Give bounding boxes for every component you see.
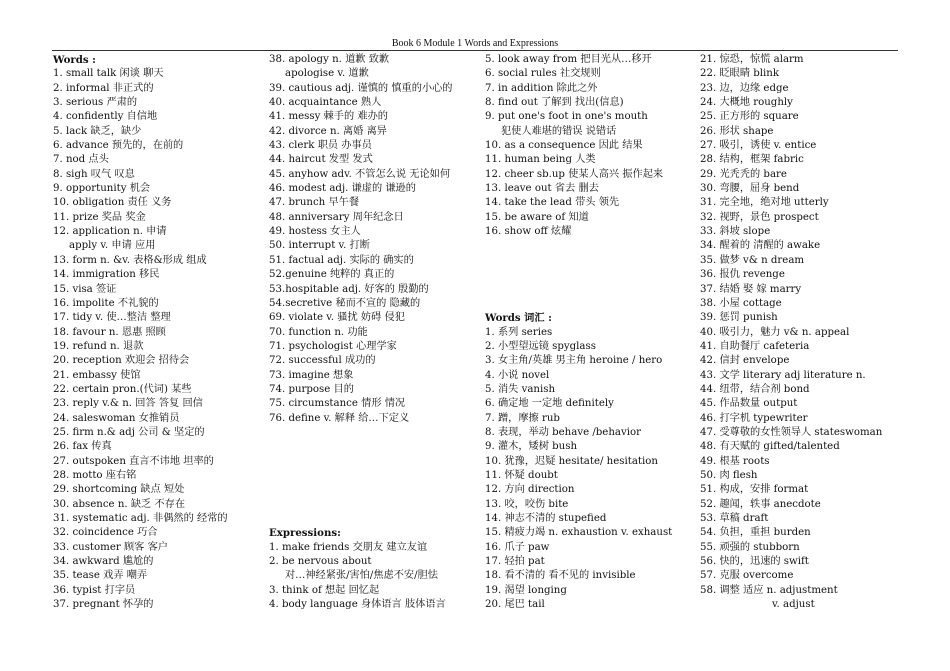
- vocab-line: 28. motto 座右铭: [53, 469, 137, 481]
- vocab-line: 48. anniversary 周年纪念日: [269, 211, 404, 223]
- vocab-line: 46. 打字机 typewriter: [700, 412, 808, 424]
- vocab-line: 70. function n. 功能: [269, 326, 368, 338]
- vocab-line: 75. circumstance 情形 情况: [269, 398, 406, 410]
- column-3: [485, 53, 672, 612]
- vocab-line: 26. 形状 shape: [700, 125, 774, 137]
- vocab-line: 23. 边，边缘 edge: [700, 82, 789, 94]
- vocab-line: 22. certain pron.(代词) 某些: [53, 383, 192, 395]
- vocab-line: 71. psychologist 心理学家: [269, 340, 397, 352]
- vocab-line: 5. 消失 vanish: [485, 383, 556, 395]
- vocab-line: 49. hostess 女主人: [269, 226, 361, 238]
- expression-line: 14. take the lead 带头 领先: [485, 197, 620, 209]
- expression-line: 3. think of 想起 回忆起: [269, 584, 380, 596]
- expression-line: 7. in addition 除此之外: [485, 82, 598, 94]
- vocab-line: 29. shortcoming 缺点 短处: [53, 484, 185, 496]
- vocab-line: 54. 负担，重担 burden: [700, 527, 811, 539]
- vocab-line: 74. purpose 目的: [269, 383, 354, 395]
- vocab-line: 37. pregnant 怀孕的: [53, 599, 154, 611]
- vocab-line: 51. factual adj. 实际的 确实的: [269, 254, 414, 266]
- vocab-line: 46. modest adj. 谦虚的 谦逊的: [269, 183, 416, 195]
- vocab-line: 6. 确定地 一定地 definitely: [485, 398, 614, 410]
- vocab-line: 76. define v. 解释 给…下定义: [269, 412, 410, 424]
- vocab-line: 40. 吸引力，魅力 v& n. appeal: [700, 326, 850, 338]
- vocab-line: 50. 肉 flesh: [700, 469, 758, 481]
- vocab-line: 42. divorce n. 离婚 离异: [269, 125, 387, 137]
- vocab-line: 1. small talk 闲谈 聊天: [53, 68, 164, 80]
- vocab-line: 32. 视野，景色 prospect: [700, 211, 819, 223]
- vocab-line: 22. 眨眼睛 blink: [700, 68, 780, 80]
- vocab-line: 15. visa 签证: [53, 283, 117, 295]
- vocab-line: 35. 做梦 v& n dream: [700, 254, 805, 266]
- vocab-line: 34. awkward 尴尬的: [53, 556, 154, 568]
- vocab-line: 6. advance 预先的，在前的: [53, 140, 184, 152]
- vocab-line: 4. confidently 自信地: [53, 111, 158, 123]
- vocab-line: 10. obligation 责任 义务: [53, 197, 172, 209]
- vocab-line: 29. 光秃秃的 bare: [700, 168, 787, 180]
- expressions-heading: Expressions:: [269, 527, 341, 540]
- vocab-line: 3. serious 严肃的: [53, 97, 138, 109]
- expression-line: 2. be nervous about: [269, 556, 372, 568]
- vocab-line: 56. 快的，迅速的 swift: [700, 556, 809, 568]
- vocab-line: 58. 调整 适应 n. adjustment: [700, 584, 838, 596]
- vocab-line: 39. 惩罚 punish: [700, 312, 778, 324]
- vocab-line: 13. 咬，咬伤 bite: [485, 498, 569, 510]
- vocab-line: 28. 结构，框架 fabric: [700, 154, 804, 166]
- vocab-line: 7. nod 点头: [53, 154, 109, 166]
- expression-line: 16. show off 炫耀: [485, 226, 572, 238]
- vocab-line: 21. embassy 使馆: [53, 369, 141, 381]
- expression-line: 12. cheer sb.up 使某人高兴 振作起来: [485, 168, 664, 180]
- vocab-line: 30. 弯腰，屈身 bend: [700, 183, 800, 195]
- vocab-line: 18. 看不清的 看不见的 invisible: [485, 570, 636, 582]
- vocab-line: 11. prize 奖品 奖金: [53, 211, 146, 223]
- vocab-line: 2. 小型望远镜 spyglass: [485, 340, 596, 352]
- vocab-line: 14. 神志不清的 stupefied: [485, 513, 607, 524]
- vocab-line: 40. acquaintance 熟人: [269, 97, 382, 109]
- vocab-line: 10. 犹豫，迟疑 hesitate/ hesitation: [485, 455, 658, 467]
- vocab-line: 35. tease 戏弄 嘲弄: [53, 570, 148, 582]
- vocab-line: 1. 系列 series: [485, 326, 553, 338]
- vocab-line: 25. firm n.& adj 公司 & 坚定的: [53, 426, 205, 438]
- vocab-line: 47. brunch 早午餐: [269, 197, 360, 209]
- expression-line: 10. as a consequence 因此 结果: [485, 140, 643, 152]
- column-1: [53, 53, 228, 612]
- vocab-line: v. adjust: [772, 599, 815, 611]
- vocab-line: 36. typist 打字员: [53, 584, 136, 596]
- vocab-line: 3. 女主角/英雄 男主角 heroine / hero: [485, 355, 663, 367]
- vocab-line: 31. systematic adj. 非偶然的 经常的: [53, 513, 228, 524]
- header-rule: [52, 50, 898, 51]
- vocab-line: 41. 自助餐厅 cafeteria: [700, 340, 810, 352]
- vocab-line: 17. tidy v. 使…整洁 整理: [53, 312, 171, 324]
- expression-line: 13. leave out 省去 删去: [485, 183, 599, 195]
- vocab-line: 33. customer 顾客 客户: [53, 541, 168, 553]
- vocab-line: 19. refund n. 退款: [53, 340, 144, 352]
- vocab-line: 34. 醒着的 清醒的 awake: [700, 240, 821, 252]
- vocab-line: 26. fax 传真: [53, 441, 112, 453]
- vocab-line: 38. apology n. 道歉 致歉: [269, 54, 390, 65]
- expression-line: 5. look away from 把目光从…移开: [485, 54, 652, 65]
- vocab-line: 37. 结婚 娶 嫁 marry: [700, 283, 802, 295]
- vocab-line: 16. 爪子 paw: [485, 541, 550, 553]
- vocab-line: 53.hospitable adj. 好客的 殷勤的: [269, 283, 429, 295]
- vocab-line: 41. messy 棘手的 难办的: [269, 111, 388, 123]
- vocab-line: 45. 作品数量 output: [700, 398, 798, 410]
- vocab-line: 11. 怀疑 doubt: [485, 469, 558, 481]
- vocab-line: 27. 吸引，诱使 v. entice: [700, 140, 817, 152]
- vocab-line: 7. 蹭，摩擦 rub: [485, 412, 560, 424]
- expression-line: 8. find out 了解到 找出(信息): [485, 97, 624, 109]
- vocab-line: 43. clerk 职员 办事员: [269, 140, 372, 152]
- vocab-line: 21. 惊恐，惊慌 alarm: [700, 54, 804, 65]
- vocab-line: 18. favour n. 恩惠 照顾: [53, 326, 166, 338]
- vocab-line: 19. 渴望 longing: [485, 584, 567, 596]
- vocab-line: 51. 构成，安排 format: [700, 484, 809, 496]
- vocab-line: 53. 草稿 draft: [700, 513, 769, 524]
- vocab-line: 33. 斜坡 slope: [700, 226, 771, 238]
- column-2: [269, 53, 452, 612]
- vocab-line: 52.genuine 纯粹的 真正的: [269, 269, 395, 281]
- vocab-line: 32. coincidence 巧合: [53, 527, 158, 539]
- vocab-line: 5. lack 缺乏，缺少: [53, 125, 142, 137]
- vocab-line: 9. 灌木，矮树 bush: [485, 441, 578, 453]
- page-header: Book 6 Module 1 Words and Expressions: [391, 38, 559, 49]
- vocab-line: 8. 表现，举动 behave /behavior: [485, 426, 641, 438]
- vocab-line: 25. 正方形的 square: [700, 111, 799, 123]
- expression-line: 6. social rules 社交规则: [485, 68, 601, 80]
- vocab-line: 4. 小说 novel: [485, 369, 550, 381]
- vocab-line: 44. 纽带，结合剂 bond: [700, 383, 810, 395]
- vocab-line: 9. opportunity 机会: [53, 183, 151, 195]
- vocab-line: 72. successful 成功的: [269, 355, 376, 367]
- column-4: [700, 53, 882, 612]
- vocab-line: 36. 报仇 revenge: [700, 269, 785, 281]
- vocab-line: 17. 轻拍 pat: [485, 556, 545, 568]
- vocab-line: 27. outspoken 直言不讳地 坦率的: [53, 455, 214, 467]
- vocab-line: 52. 趣闻，轶事 anecdote: [700, 498, 821, 510]
- expression-line: 对…神经紧张/害怕/焦虑不安/胆怯: [285, 570, 438, 582]
- vocab-line: 69. violate v. 骚扰 妨碍 侵犯: [269, 312, 405, 324]
- vocab-line: 57. 克服 overcome: [700, 570, 794, 582]
- vocab-line: 12. application n. 申请: [53, 226, 167, 238]
- vocab-line: apologise v. 道歉: [285, 68, 369, 80]
- vocab-line: 45. anyhow adv. 不管怎么说 无论如何: [269, 168, 451, 180]
- vocab-line: 13. form n. &v. 表格&形成 组成: [53, 254, 207, 266]
- vocab-line: 20. 尾巴 tail: [485, 599, 545, 611]
- vocab-line: 15. 精疲力竭 n. exhaustion v. exhaust: [485, 527, 673, 539]
- expression-line: 犯使人难堪的错误 说错话: [501, 125, 617, 137]
- vocab-line: 14. immigration 移民: [53, 269, 160, 281]
- vocab-line: 43. 文学 literary adj literature n.: [700, 369, 866, 381]
- vocab-line: 44. haircut 发型 发式: [269, 154, 373, 166]
- expression-line: 4. body language 身体语言 肢体语言: [269, 599, 446, 611]
- vocab-line: 73. imagine 想象: [269, 369, 354, 381]
- vocab-line: 16. impolite 不礼貌的: [53, 297, 159, 309]
- expression-line: 1. make friends 交朋友 建立友谊: [269, 541, 428, 553]
- vocab-line: 54.secretive 秘而不宣的 隐藏的: [269, 297, 421, 309]
- words-heading: Words :: [53, 54, 96, 66]
- vocab-line: 38. 小屋 cottage: [700, 297, 782, 309]
- vocab-line: 24. 大概地 roughly: [700, 97, 793, 109]
- vocab-line: 12. 方向 direction: [485, 484, 575, 496]
- vocab-line: 23. reply v.& n. 回答 答复 回信: [53, 398, 203, 410]
- vocab-line: 42. 信封 envelope: [700, 355, 790, 367]
- vocab-line: 48. 有天赋的 gifted/talented: [700, 441, 840, 453]
- vocab-line: 50. interrupt v. 打断: [269, 240, 370, 252]
- vocab-line: 20. reception 欢迎会 招待会: [53, 355, 190, 367]
- expression-line: 15. be aware of 知道: [485, 211, 589, 223]
- vocab-line: 47. 受尊敬的女性领导人 stateswoman: [700, 426, 883, 438]
- vocab-line: 55. 顽强的 stubborn: [700, 541, 800, 553]
- vocab-line: 2. informal 非正式的: [53, 82, 154, 94]
- vocab-line: 30. absence n. 缺乏 不存在: [53, 498, 186, 510]
- vocab-line: 39. cautious adj. 谨慎的 慎重的小心的: [269, 82, 453, 94]
- expression-line: 11. human being 人类: [485, 154, 596, 166]
- vocab-line: 24. saleswoman 女推销员: [53, 412, 180, 424]
- words-cn-heading: Words 词汇 :: [485, 312, 552, 325]
- vocab-line: 8. sigh 叹气 叹息: [53, 168, 135, 180]
- expression-line: 9. put one's foot in one's mouth: [485, 111, 648, 123]
- vocab-line: 31. 完全地，绝对地 utterly: [700, 197, 829, 209]
- vocab-line: 49. 根基 roots: [700, 455, 770, 467]
- vocab-line: apply v. 申请 应用: [69, 240, 156, 252]
